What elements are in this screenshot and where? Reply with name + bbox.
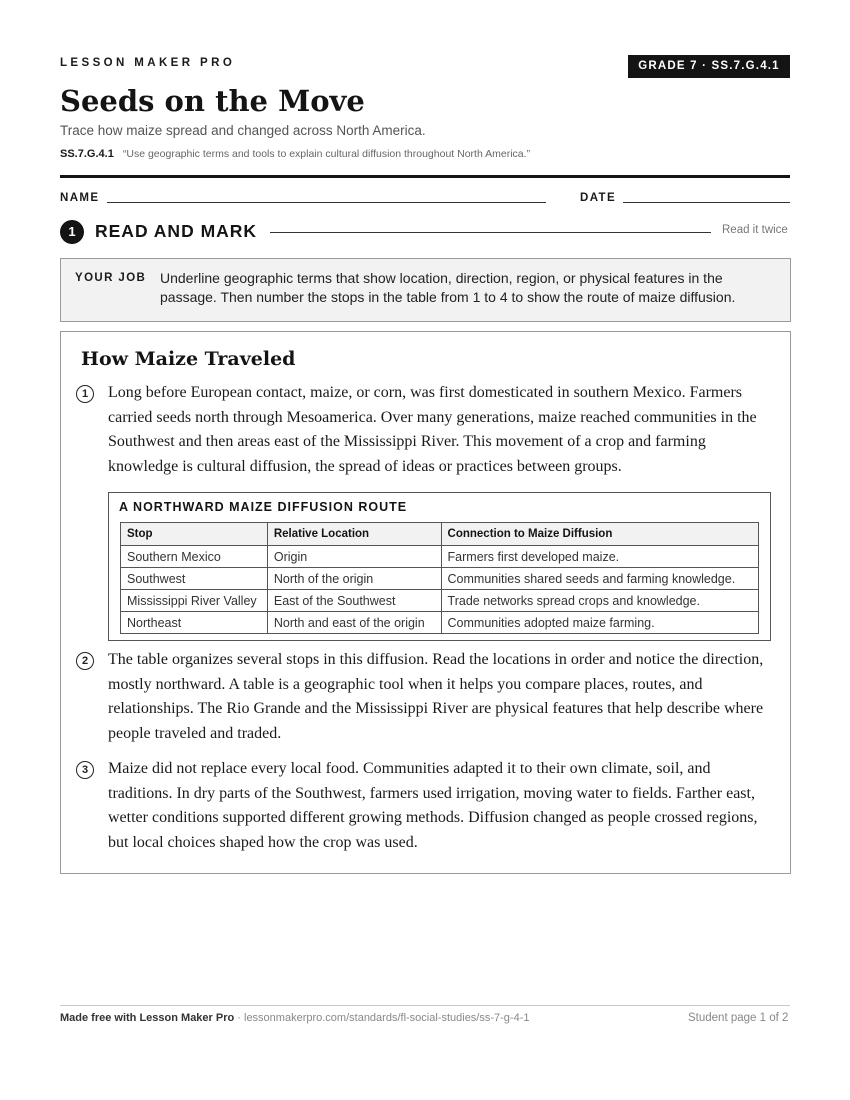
table-cell: Communities shared seeds and farming knowledge. [441,568,758,590]
instructions-text: Underline geographic terms that show location, direction, region, or physical features in the passage. Then number the stops in the table from 1 to 4 to show the route of maize diffusion. [160,270,736,305]
table-header-row [121,523,759,546]
name-write-line[interactable] [107,202,546,203]
standard-code: SS.7.G.4.1 [60,148,114,160]
paragraph-3-text: Maize did not replace every local food. Communities adapted it to their own climate, soil, and traditions. In dry parts of the Southwest, farmers used irrigation, moving water to fields. Farther east, wetter conditions supported different growing methods. Diffusion changed as people crossed regions, but local choices shaped how the crop was used. [108,760,758,851]
paragraph-number-2: 2 [76,652,94,670]
passage-title: How Maize Traveled [81,348,296,370]
footer-credit [60,1012,530,1024]
table-row [121,612,759,634]
page-subtitle: Trace how maize spread and changed across North America. [60,123,426,138]
column-header-relative-location: Relative Location [267,523,441,546]
footer-made-with: Made free with Lesson Maker Pro [60,1012,235,1024]
paragraph-2-text: The table organizes several stops in this diffusion. Read the locations in order and notice the direction, mostly northward. A table is a geographic tool when it helps you compare places, routes, and relationships. The Rio Grande and the Mississippi River are physical features that help describe where people traveled and traded. [108,651,764,742]
header-divider [60,175,790,178]
footer-divider [60,1005,790,1006]
page-title: Seeds on the Move [60,84,365,118]
paragraph-number-1: 1 [76,385,94,403]
table-cell: North and east of the origin [267,612,441,634]
paragraph-number-3: 3 [76,761,94,779]
table-cell: North of the origin [267,568,441,590]
table-cell: East of the Southwest [267,590,441,612]
table-cell: Farmers first developed maize. [441,546,758,568]
date-write-line[interactable] [623,202,790,203]
name-label: NAME [60,192,100,204]
footer-page-number: Student page 1 of 2 [688,1012,789,1024]
standard-line [60,148,530,160]
table-cell: Southern Mexico [121,546,268,568]
column-header-stop: Stop [121,523,268,546]
table-row [121,590,759,612]
date-label: DATE [580,192,617,204]
section-title: READ AND MARK [95,221,258,241]
table-cell: Mississippi River Valley [121,590,268,612]
footer-url: · lessonmakerpro.com/standards/fl-social-studies/ss-7-g-4-1 [234,1012,530,1024]
table-cell: Origin [267,546,441,568]
route-table [120,522,759,634]
table-cell: Northeast [121,612,268,634]
instructions-label: YOUR JOB [75,272,147,284]
table-cell: Trade networks spread crops and knowledge. [441,590,758,612]
table-cell: Communities adopted maize farming. [441,612,758,634]
paragraph-1-text: Long before European contact, maize, or corn, was first domesticated in southern Mexico. Farmers carried seeds north through Mesoamerica. Over many generations, maize reached communities in the Southwest and then areas east of the Mississippi River. This movement of a crop and farming knowledge is cultural diffusion, the spread of ideas or practices between groups. [108,384,757,475]
grade-badge: GRADE 7 · SS.7.G.4.1 [628,55,790,78]
section-divider [270,232,711,233]
column-header-connection: Connection to Maize Diffusion [441,523,758,546]
brand-name: LESSON MAKER PRO [60,57,236,69]
table-cell: Southwest [121,568,268,590]
section-note: Read it twice [722,224,788,236]
route-table-caption: A NORTHWARD MAIZE DIFFUSION ROUTE [119,500,408,514]
table-row [121,546,759,568]
table-row [121,568,759,590]
standard-quote: “Use geographic terms and tools to explain cultural diffusion throughout North America.” [122,148,531,160]
section-number-badge: 1 [60,220,84,244]
